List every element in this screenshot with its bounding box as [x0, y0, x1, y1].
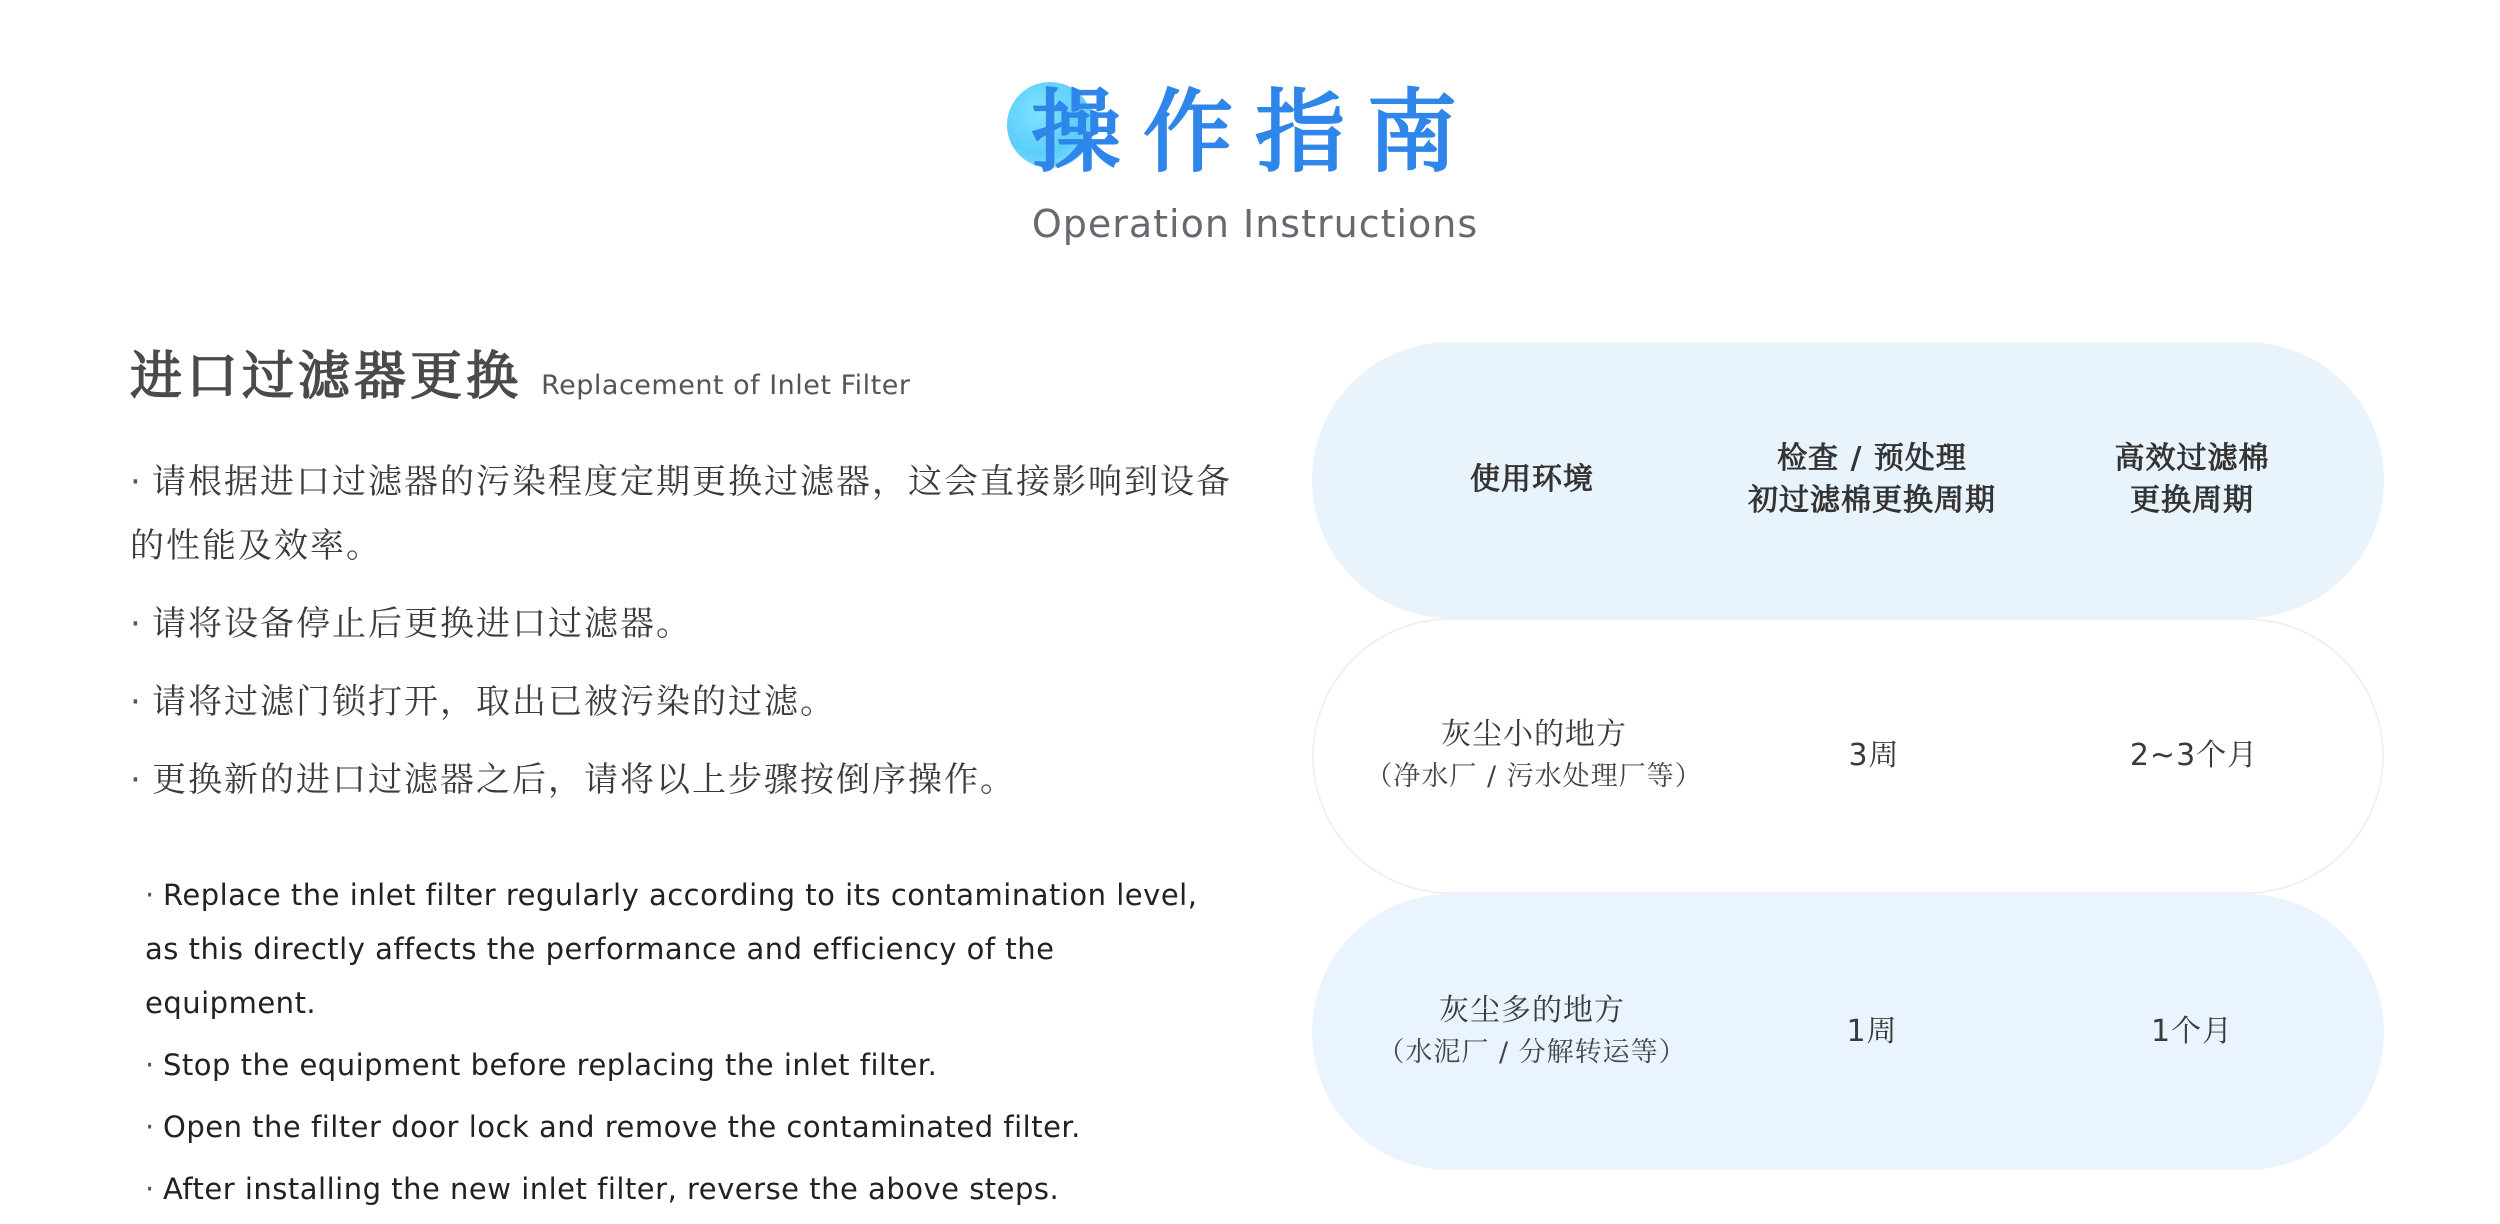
- bullet-dot: ·: [145, 878, 155, 912]
- list-item-text: After installing the new inlet filter, reverse the above steps.: [163, 1172, 1060, 1206]
- list-item: [145, 1100, 1225, 1154]
- instructions-cn-list: [130, 450, 1250, 826]
- header-text: 初过滤棉更换周期: [1748, 483, 1996, 518]
- list-item: [145, 868, 1225, 1030]
- list-item: [145, 1038, 1225, 1092]
- filter-replacement-table: [1312, 342, 2384, 1170]
- table-row: [1312, 894, 2384, 1170]
- page-title: 操作指南: [1031, 80, 1479, 185]
- list-item: [130, 748, 1250, 812]
- bullet-dot: ·: [130, 462, 143, 502]
- cell-hepa-cycle: [2012, 894, 2372, 1170]
- environment-text: 灰尘小的地方: [1441, 717, 1627, 752]
- list-item-text: Replace the inlet filter regularly according to its contamination level, as this directly affects the performance and efficiency of the equipment.: [145, 878, 1198, 1020]
- list-item-text: 更换新的进口过滤器之后，请将以上步骤按倒序操作。: [152, 760, 1016, 800]
- header-cell-hepa: [2012, 342, 2372, 618]
- bullet-dot: ·: [130, 682, 143, 722]
- bullet-dot: ·: [145, 1172, 155, 1206]
- instructions-en-list: [145, 868, 1225, 1224]
- list-item: [130, 670, 1250, 734]
- environment-text: 灰尘多的地方: [1439, 993, 1625, 1028]
- header-text: 使用环境: [1470, 462, 1594, 497]
- environment-example: （水泥厂 / 分解转运等）: [1377, 1037, 1687, 1068]
- header-text: 检查 / 预处理: [1777, 441, 1967, 476]
- bullet-dot: ·: [145, 1048, 155, 1082]
- list-item-text: 请将设备停止后更换进口过滤器。: [152, 604, 692, 644]
- cycle-value: 1周: [1846, 1014, 1898, 1049]
- list-item: [145, 1162, 1225, 1216]
- table-header-row: [1312, 342, 2384, 618]
- section-title-en: Replacement of Inlet Filter: [541, 370, 911, 401]
- header-text: 更换周期: [2130, 483, 2254, 518]
- page-subtitle: Operation Instructions: [1031, 202, 1479, 246]
- list-item-text: Open the filter door lock and remove the contaminated filter.: [163, 1110, 1081, 1144]
- cycle-value: 2~3个月: [2129, 738, 2259, 773]
- list-item: [130, 592, 1250, 656]
- section-heading: [130, 334, 910, 409]
- header-text: 高效过滤棉: [2114, 441, 2270, 476]
- bullet-dot: ·: [130, 604, 143, 644]
- page-header: [0, 0, 2500, 290]
- cell-hepa-cycle: [2014, 620, 2374, 892]
- list-item-text: 请将过滤门锁打开，取出已被污染的过滤。: [152, 682, 836, 722]
- list-item-text: 请根据进口过滤器的污染程度定期更换过滤器，这会直接影响到设备的性能及效率。: [130, 462, 1232, 566]
- list-item: [130, 450, 1250, 578]
- bullet-dot: ·: [145, 1110, 155, 1144]
- environment-example: （净水厂 / 污水处理厂等）: [1365, 761, 1703, 792]
- section-title-cn: 进口过滤器更换: [130, 347, 523, 407]
- table-row: [1312, 618, 2384, 894]
- cycle-value: 3周: [1848, 738, 1900, 773]
- cycle-value: 1个月: [2150, 1014, 2234, 1049]
- bullet-dot: ·: [130, 760, 143, 800]
- list-item-text: Stop the equipment before replacing the inlet filter.: [163, 1048, 938, 1082]
